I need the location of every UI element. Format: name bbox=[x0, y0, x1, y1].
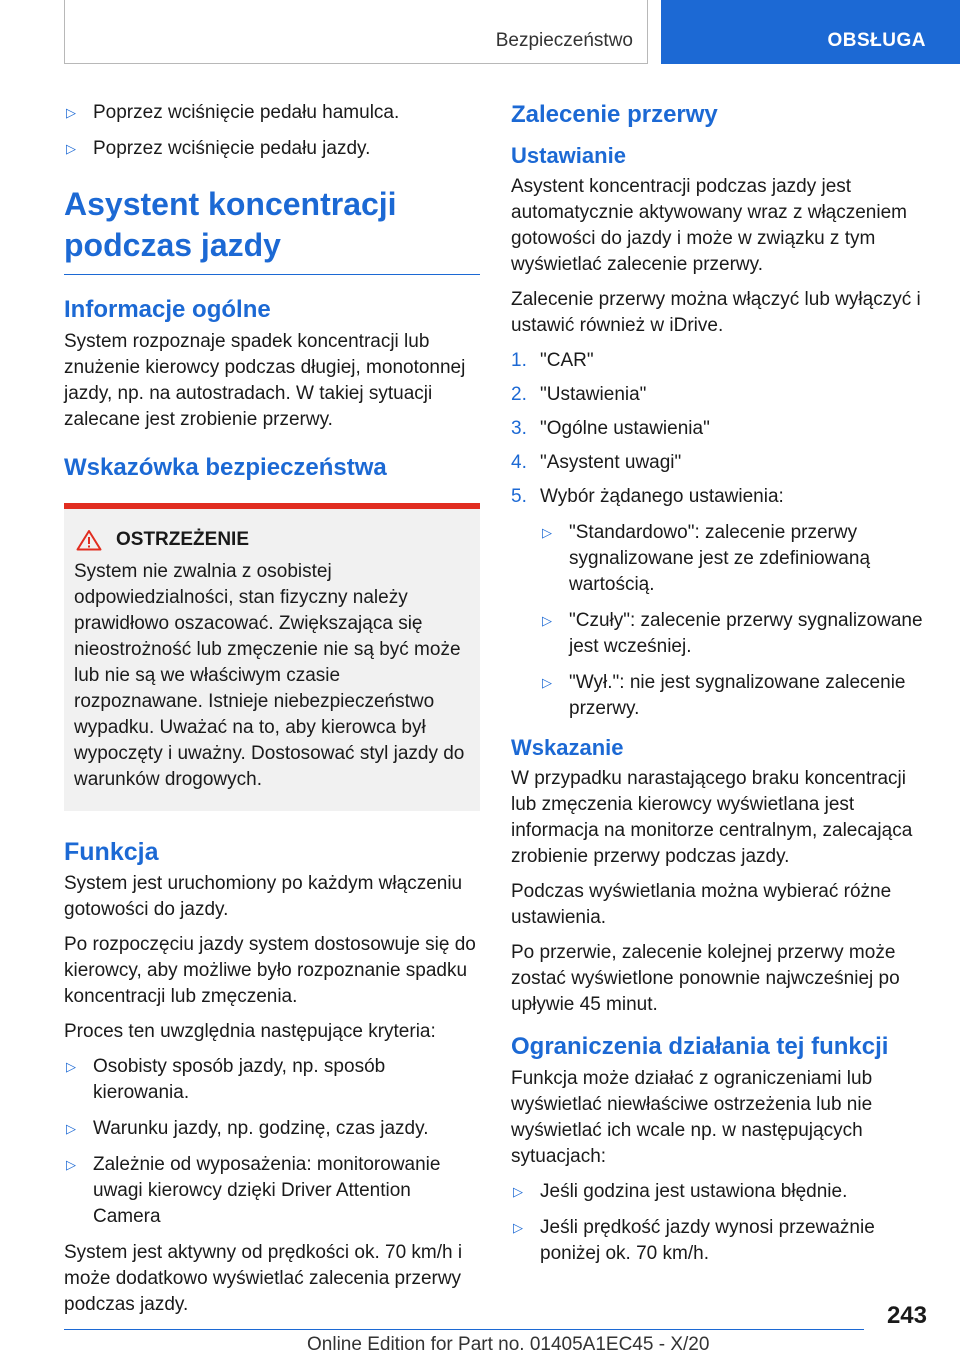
limits-paragraph: Funkcja może działać z ograniczeniami lub wyświetlać niewłaściwe ostrzeżenia lub nie wyświetlać ich wcale np. w następujących sytuacjach: bbox=[511, 1068, 873, 1167]
info-heading: Informacje ogólne bbox=[64, 296, 271, 323]
bullet-triangle-icon: ▷ bbox=[66, 1121, 76, 1136]
step-item: 1. "CAR" bbox=[511, 350, 594, 371]
step-item: 3. "Ogólne ustawienia" bbox=[511, 418, 710, 439]
edition-note: Online Edition for Part no. 01405A1EC45 - X/20 bbox=[307, 1334, 710, 1355]
info-text: System rozpoznaje spadek koncentracji lub znużenie kierowcy podczas długiej, monotonnej jazdy, np. na autostradach. W takiej sytuacji zalecane jest zrobienie przerwy. bbox=[64, 331, 466, 430]
display-paragraph: Po przerwie, zalecenie kolejnej przerwy może zostać wyświetlone ponownie najwcześniej po upływie 45 minut. bbox=[511, 942, 900, 1015]
display-paragraph: W przypadku narastającego braku koncentracji lub zmęczenia kierowcy wyświetlana jest informacja na monitorze centralnym, zalecająca zrobienie przerwy podczas jazdy. bbox=[511, 768, 913, 867]
break-heading: Zalecenie przerwy bbox=[511, 101, 718, 128]
step-item: 5. Wybór żądanego ustawienia: ▷ "Standardowo": zalecenie przerwy sygnalizowane jest ze zdefiniowaną wartością. ▷ "Czuły": zalecenie przerwy sygnalizowane jest wcześniej. ▷ "Wył.": nie jest sygnalizowane zalecenie przerwy. bbox=[511, 484, 923, 722]
settings-heading: Ustawianie bbox=[511, 143, 626, 168]
bullet-triangle-icon: ▷ bbox=[513, 1184, 523, 1199]
bullet-triangle-icon: ▷ bbox=[66, 105, 76, 120]
list-item: ▷ Poprzez wciśnięcie pedału jazdy. bbox=[64, 136, 480, 162]
warning-triangle-icon bbox=[76, 529, 102, 551]
list-item: ▷ Osobisty sposób jazdy, np. sposób kierowania. bbox=[66, 1056, 386, 1103]
bullet-triangle-icon: ▷ bbox=[542, 675, 552, 690]
settings-paragraph: Asystent koncentracji podczas jazdy jest automatycznie aktywowany wraz z włączeniem gotowości do jazdy i może w związku z tym wyświetlać zalecenie przerwy. bbox=[511, 176, 907, 275]
list-item: ▷ Poprzez wciśnięcie pedału hamulca. bbox=[64, 100, 480, 126]
function-paragraph: Po rozpoczęciu jazdy system dostosowuje się do kierowcy, aby możliwe było rozpoznanie spadku koncentracji lub zmęczenia. bbox=[64, 934, 476, 1007]
list-item: ▷ "Czuły": zalecenie przerwy sygnalizowane jest wcześniej. bbox=[542, 610, 923, 657]
bullet-triangle-icon: ▷ bbox=[542, 525, 552, 540]
bullet-triangle-icon: ▷ bbox=[66, 1157, 76, 1172]
warning-label: OSTRZEŻENIE bbox=[116, 529, 250, 550]
settings-steps bbox=[511, 348, 923, 722]
left-column bbox=[64, 100, 480, 1327]
criteria-list bbox=[64, 1054, 480, 1230]
step-item: 2. "Ustawienia" bbox=[511, 384, 647, 405]
bullet-triangle-icon: ▷ bbox=[513, 1220, 523, 1235]
right-column bbox=[511, 100, 923, 1277]
limits-heading: Ograniczenia działania tej funkcji bbox=[511, 1033, 889, 1060]
options-list bbox=[540, 520, 923, 722]
title-divider bbox=[64, 274, 480, 275]
function-paragraph: Proces ten uwzględnia następujące kryteria: bbox=[64, 1021, 436, 1042]
page-title: Asystent koncentracji podczas jazdy bbox=[64, 186, 397, 263]
bullet-triangle-icon: ▷ bbox=[66, 1059, 76, 1074]
step-item: 4. "Asystent uwagi" bbox=[511, 452, 682, 473]
display-heading: Wskazanie bbox=[511, 735, 624, 760]
safety-heading: Wskazówka bezpieczeństwa bbox=[64, 454, 387, 481]
list-item: ▷ "Standardowo": zalecenie przerwy sygnalizowane jest ze zdefiniowaną wartością. bbox=[542, 522, 871, 595]
settings-paragraph: Zalecenie przerwy można włączyć lub wyłączyć i ustawić również w iDrive. bbox=[511, 289, 921, 336]
list-item: ▷ Jeśli godzina jest ustawiona błędnie. bbox=[511, 1179, 923, 1205]
list-item: ▷ "Wył.": nie jest sygnalizowane zalecenie przerwy. bbox=[542, 672, 906, 719]
chapter-tab-label: OBSŁUGA bbox=[827, 30, 926, 51]
function-paragraph: System jest uruchomiony po każdym włączeniu gotowości do jazdy. bbox=[64, 873, 463, 920]
warning-header bbox=[74, 529, 470, 551]
chapter-tab[interactable] bbox=[661, 0, 960, 64]
list-item: ▷ Zależnie od wyposażenia: monitorowanie uwagi kierowcy dzięki Driver Attention Camera bbox=[66, 1154, 441, 1227]
top-bullet-list bbox=[64, 100, 480, 162]
function-heading: Funkcja bbox=[64, 838, 159, 866]
list-item: ▷ Warunku jazdy, np. godzinę, czas jazdy. bbox=[64, 1116, 480, 1142]
limits-list bbox=[511, 1179, 923, 1267]
list-item: ▷ Jeśli prędkość jazdy wynosi przeważnie poniżej ok. 70 km/h. bbox=[513, 1217, 875, 1264]
bullet-triangle-icon: ▷ bbox=[66, 141, 76, 156]
display-paragraph: Podczas wyświetlania można wybierać różne ustawienia. bbox=[511, 881, 892, 928]
function-paragraph: System jest aktywny od prędkości ok. 70 km/h i może dodatkowo wyświetlać zalecenia przerwy podczas jazdy. bbox=[64, 1242, 463, 1315]
section-title: Bezpieczeństwo bbox=[495, 30, 633, 51]
bullet-triangle-icon: ▷ bbox=[542, 613, 552, 628]
footer-divider bbox=[64, 1329, 864, 1330]
header-section-box bbox=[64, 0, 648, 64]
page-number: 243 bbox=[886, 1302, 927, 1329]
warning-box bbox=[64, 503, 480, 811]
warning-text: System nie zwalnia z osobistej odpowiedzialności, stan fizyczny należy prawidłowo oszacować. Zwiększająca się nieostrożność lub zmęczenie nie są być może lub nie są we właściwym czasie rozpoznawane. Istnieje niebezpieczeństwo wypadku. Uważać na to, aby kierowca był wypoczęty i uważny. Dostosować styl jazdy do warunków drogowych. bbox=[74, 561, 465, 790]
